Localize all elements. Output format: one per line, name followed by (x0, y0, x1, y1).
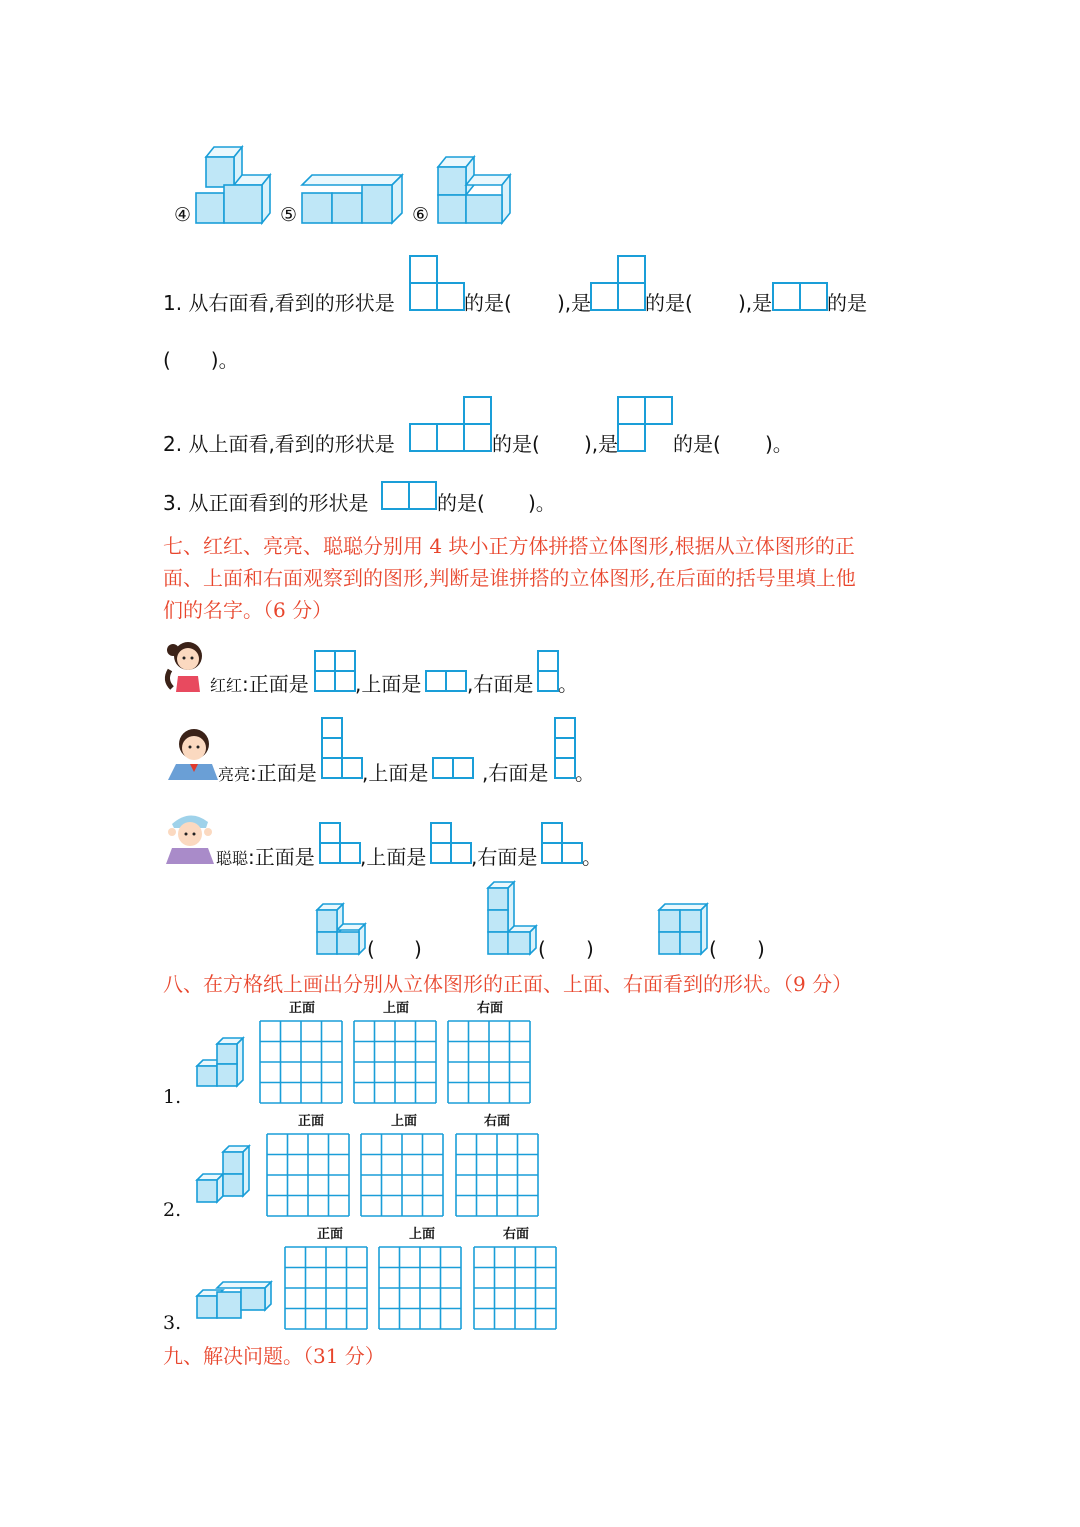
honghong-front-shape (314, 650, 356, 692)
top-view-shape-a (409, 396, 493, 452)
q8-2-right-label: 右面 (483, 1114, 510, 1129)
congcong-end: 。 (582, 845, 602, 869)
q6-1-part5: 的是 (827, 291, 867, 315)
solid-figure-1 (315, 902, 371, 956)
q8-1-front-grid[interactable] (259, 1020, 343, 1104)
q8-1-front-label: 正面 (288, 1001, 315, 1016)
blank-3-open: ( (709, 937, 717, 961)
solid-figure-2 (486, 880, 542, 956)
honghong-top-shape (425, 670, 467, 692)
congcong-top-label: ,上面是 (360, 845, 427, 869)
front-view-shape (381, 481, 437, 511)
girl-avatar-icon (162, 636, 212, 692)
q8-2-top-label: 上面 (390, 1114, 417, 1129)
q6-2-part1: 的是( (492, 432, 540, 456)
q6-1-part3: 的是( (645, 291, 693, 315)
honghong-front-label: :正面是 (242, 672, 309, 696)
q8-solid-3 (195, 1280, 275, 1324)
blank-2-open: ( (538, 937, 546, 961)
honghong-top-label: ,上面是 (355, 672, 422, 696)
figure-5-label: ⑤ (280, 204, 298, 226)
q7-title-line3: 们的名字。（6 分） (163, 598, 333, 622)
blank-1-close: ) (414, 937, 422, 961)
q8-3-top-label: 上面 (408, 1227, 435, 1242)
figure-4-label: ④ (174, 204, 192, 226)
q7-title-line2: 面、上面和右面观察到的图形,判断是谁拼搭的立体图形,在后面的括号里填上他 (163, 566, 856, 590)
q6-1-line2: ( )。 (163, 348, 239, 372)
q8-2-front-grid[interactable] (266, 1133, 350, 1217)
q7-title-line1: 七、红红、亮亮、聪聪分别用 4 块小正方体拼搭立体图形,根据从立体图形的正 (163, 534, 855, 558)
blank-1-open: ( (367, 937, 375, 961)
q8-2-top-grid[interactable] (360, 1133, 444, 1217)
honghong-name: 红红 (210, 676, 243, 695)
liangliang-front-shape (321, 717, 363, 779)
right-view-shape-c (772, 282, 828, 312)
blank-3-close: ) (757, 937, 765, 961)
liangliang-front-label: :正面是 (250, 761, 317, 785)
q6-1-prefix: 1. 从右面看,看到的形状是 (163, 291, 395, 315)
q6-2-part2: ),是 (584, 432, 619, 456)
q6-3-part2: )。 (528, 491, 556, 515)
q8-3-front-label: 正面 (316, 1227, 343, 1242)
q8-solid-2 (195, 1144, 255, 1206)
congcong-right-label: ,右面是 (471, 845, 538, 869)
congcong-name: 聪聪 (216, 849, 249, 868)
q8-1-top-grid[interactable] (353, 1020, 437, 1104)
liangliang-top-shape (432, 757, 474, 779)
q9-title: 九、解决问题。（31 分） (163, 1344, 385, 1368)
honghong-right-shape (537, 650, 559, 692)
liangliang-end: 。 (575, 761, 595, 785)
cube-figure-5 (302, 173, 412, 228)
honghong-right-label: ,右面是 (467, 672, 534, 696)
congcong-right-shape (541, 822, 583, 864)
q8-item2-label: 2. (163, 1199, 182, 1221)
q8-3-top-grid[interactable] (378, 1246, 462, 1330)
q6-2-prefix: 2. 从上面看,看到的形状是 (163, 432, 395, 456)
q8-1-right-label: 右面 (476, 1001, 503, 1016)
congcong-front-shape (319, 822, 361, 864)
honghong-end: 。 (558, 672, 578, 696)
liangliang-name: 亮亮 (218, 765, 251, 784)
q6-1-part2: ),是 (557, 291, 592, 315)
q8-3-right-grid[interactable] (473, 1246, 557, 1330)
top-view-shape-b (617, 396, 673, 452)
right-view-shape-b (590, 255, 646, 311)
figure-6-label: ⑥ (412, 204, 430, 226)
cube-figure-4 (196, 145, 276, 225)
solid-figure-3 (657, 902, 713, 956)
q8-item3-label: 3. (163, 1312, 182, 1334)
q8-1-right-grid[interactable] (447, 1020, 531, 1104)
cube-figure-6 (434, 155, 514, 230)
q6-2-part3: 的是( (673, 432, 721, 456)
liangliang-right-shape (554, 717, 576, 779)
q6-1-part4: ),是 (738, 291, 773, 315)
q6-2-part4: )。 (765, 432, 793, 456)
congcong-top-shape (430, 822, 472, 864)
q8-title: 八、在方格纸上画出分别从立体图形的正面、上面、右面看到的形状。（9 分） (163, 972, 853, 996)
q6-1-part1: 的是( (464, 291, 512, 315)
q6-3-prefix: 3. 从正面看到的形状是 (163, 491, 369, 515)
boy-avatar-icon (164, 724, 218, 780)
liangliang-right-label: ,右面是 (482, 761, 549, 785)
q8-item1-label: 1. (163, 1086, 182, 1108)
q8-1-top-label: 上面 (382, 1001, 409, 1016)
q8-2-front-label: 正面 (297, 1114, 324, 1129)
liangliang-top-label: ,上面是 (362, 761, 429, 785)
q8-3-right-label: 右面 (502, 1227, 529, 1242)
boy-cap-avatar-icon (162, 808, 216, 864)
blank-2-close: ) (586, 937, 594, 961)
q8-2-right-grid[interactable] (455, 1133, 539, 1217)
q6-3-part1: 的是( (437, 491, 485, 515)
q8-solid-1 (195, 1036, 247, 1088)
q8-3-front-grid[interactable] (284, 1246, 368, 1330)
right-view-shape-a (409, 255, 465, 311)
congcong-front-label: :正面是 (248, 845, 315, 869)
